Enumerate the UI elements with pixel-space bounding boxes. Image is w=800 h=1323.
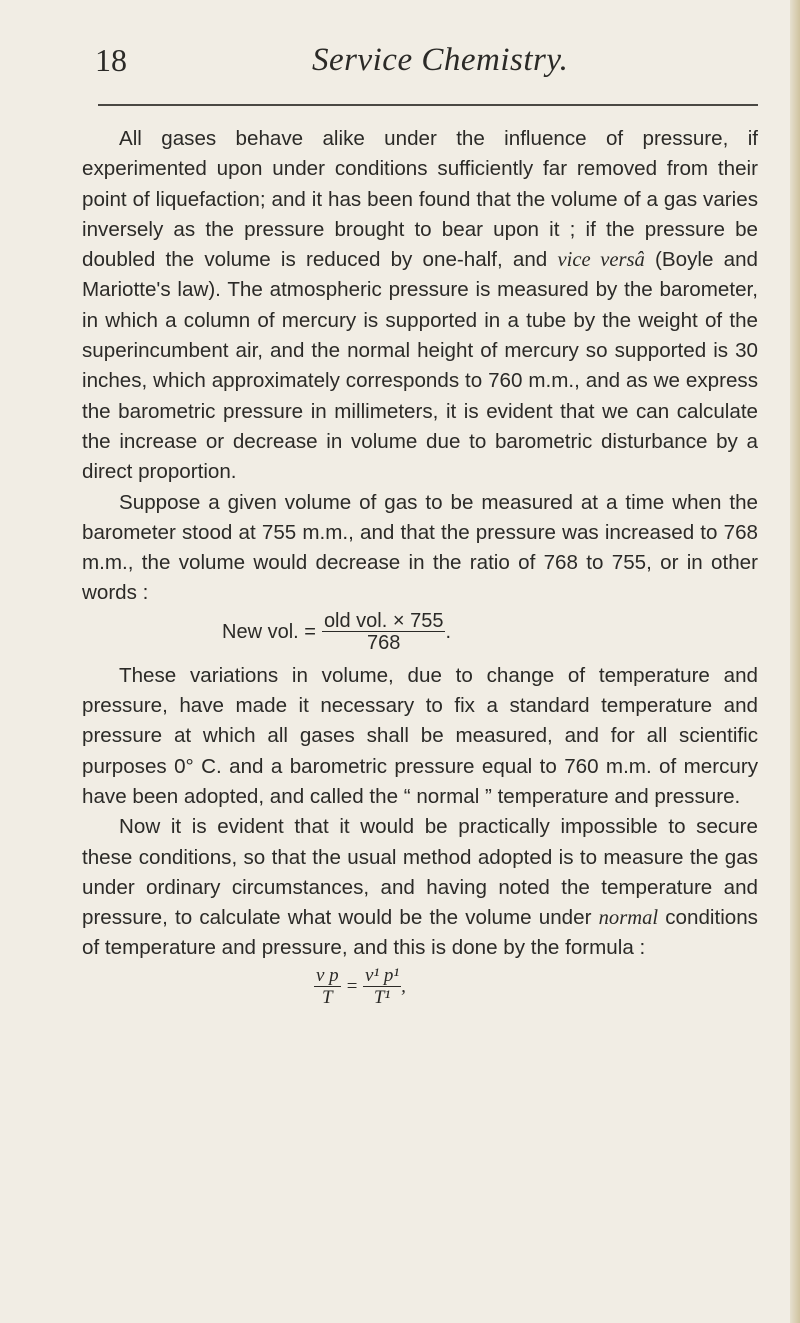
formula-denominator: 768: [367, 631, 401, 654]
page-edge: [790, 0, 800, 1323]
formula-right-fraction: $\frac{\text{v¹ p¹}}{\text{T¹}}$: [365, 964, 400, 1008]
formula-equals: =: [345, 975, 359, 997]
formula-new-volume: New vol. = $\frac{\text{old vol. × 755}}{768}$ .: [222, 609, 452, 654]
formula-gas-law: $\frac{\text{v p}}{T}$ = $\frac{\text{v¹ p¹}}{\text{T¹}}$ ,: [316, 964, 406, 1008]
paragraph-1: All gases behave alike under the influence of pressure, if experimented upon under conditions sufficiently far removed from their point of liquefaction; and it has been found that the volume of a gas varies inversely as the pressure brought to bear upon it ; if the pressure be doubled the volume is reduced by one-half, and vice versâ (Boyle and Mariotte's law). The atmospheric pressure is measured by the barometer, in which a column of mercury is supported in a tube by the weight of the superincumbent air, and the normal height of mercury so supported is 30 inches, which approximately corresponds to 760 m.m., and as we express the barometric pressure in millimeters, it is evident that we can calculate the increase or decrease in volume due to barometric disturbance by a direct proportion.: [82, 127, 758, 484]
italic-vice-versa: vice versâ: [557, 249, 645, 272]
formula-left-fraction: $\frac{\text{v p}}{T}$: [316, 964, 339, 1008]
italic-normal: normal: [598, 907, 659, 930]
paragraph-2: Suppose a given volume of gas to be measured at a time when the barometer stood at 755 m.m., and that the pressure was increased to 768 m.m., the volume would decrease in the ratio of 768 to 755, or in other words :: [82, 490, 758, 605]
body-text: [82, 124, 758, 1014]
running-head: Service Chemistry.: [312, 42, 569, 78]
formula-lhs: New vol. =: [222, 621, 316, 644]
header-rule: [98, 104, 758, 106]
page-number: 18: [95, 42, 127, 78]
page-header: [95, 42, 775, 92]
formula-numerator: old vol. × 755: [323, 609, 444, 632]
paragraph-4: Now it is evident that it would be practically impossible to secure these conditions, so that the usual method adopted is to measure the gas under ordinary circumstances, and having noted the temperature and pressure, to calculate what would be the volume under normal conditions of temperature and pressure, and this is done by the formula :: [82, 815, 758, 960]
paragraph-3: These variations in volume, due to change of temperature and pressure, have made it necessary to fix a standard temperature and pressure at which all gases shall be measured, and for all scientific purposes 0° C. and a barometric pressure equal to 760 m.m. of mercury have been adopted, and called the “ normal ” temperature and pressure.: [82, 663, 758, 808]
formula-fraction: [322, 611, 446, 654]
